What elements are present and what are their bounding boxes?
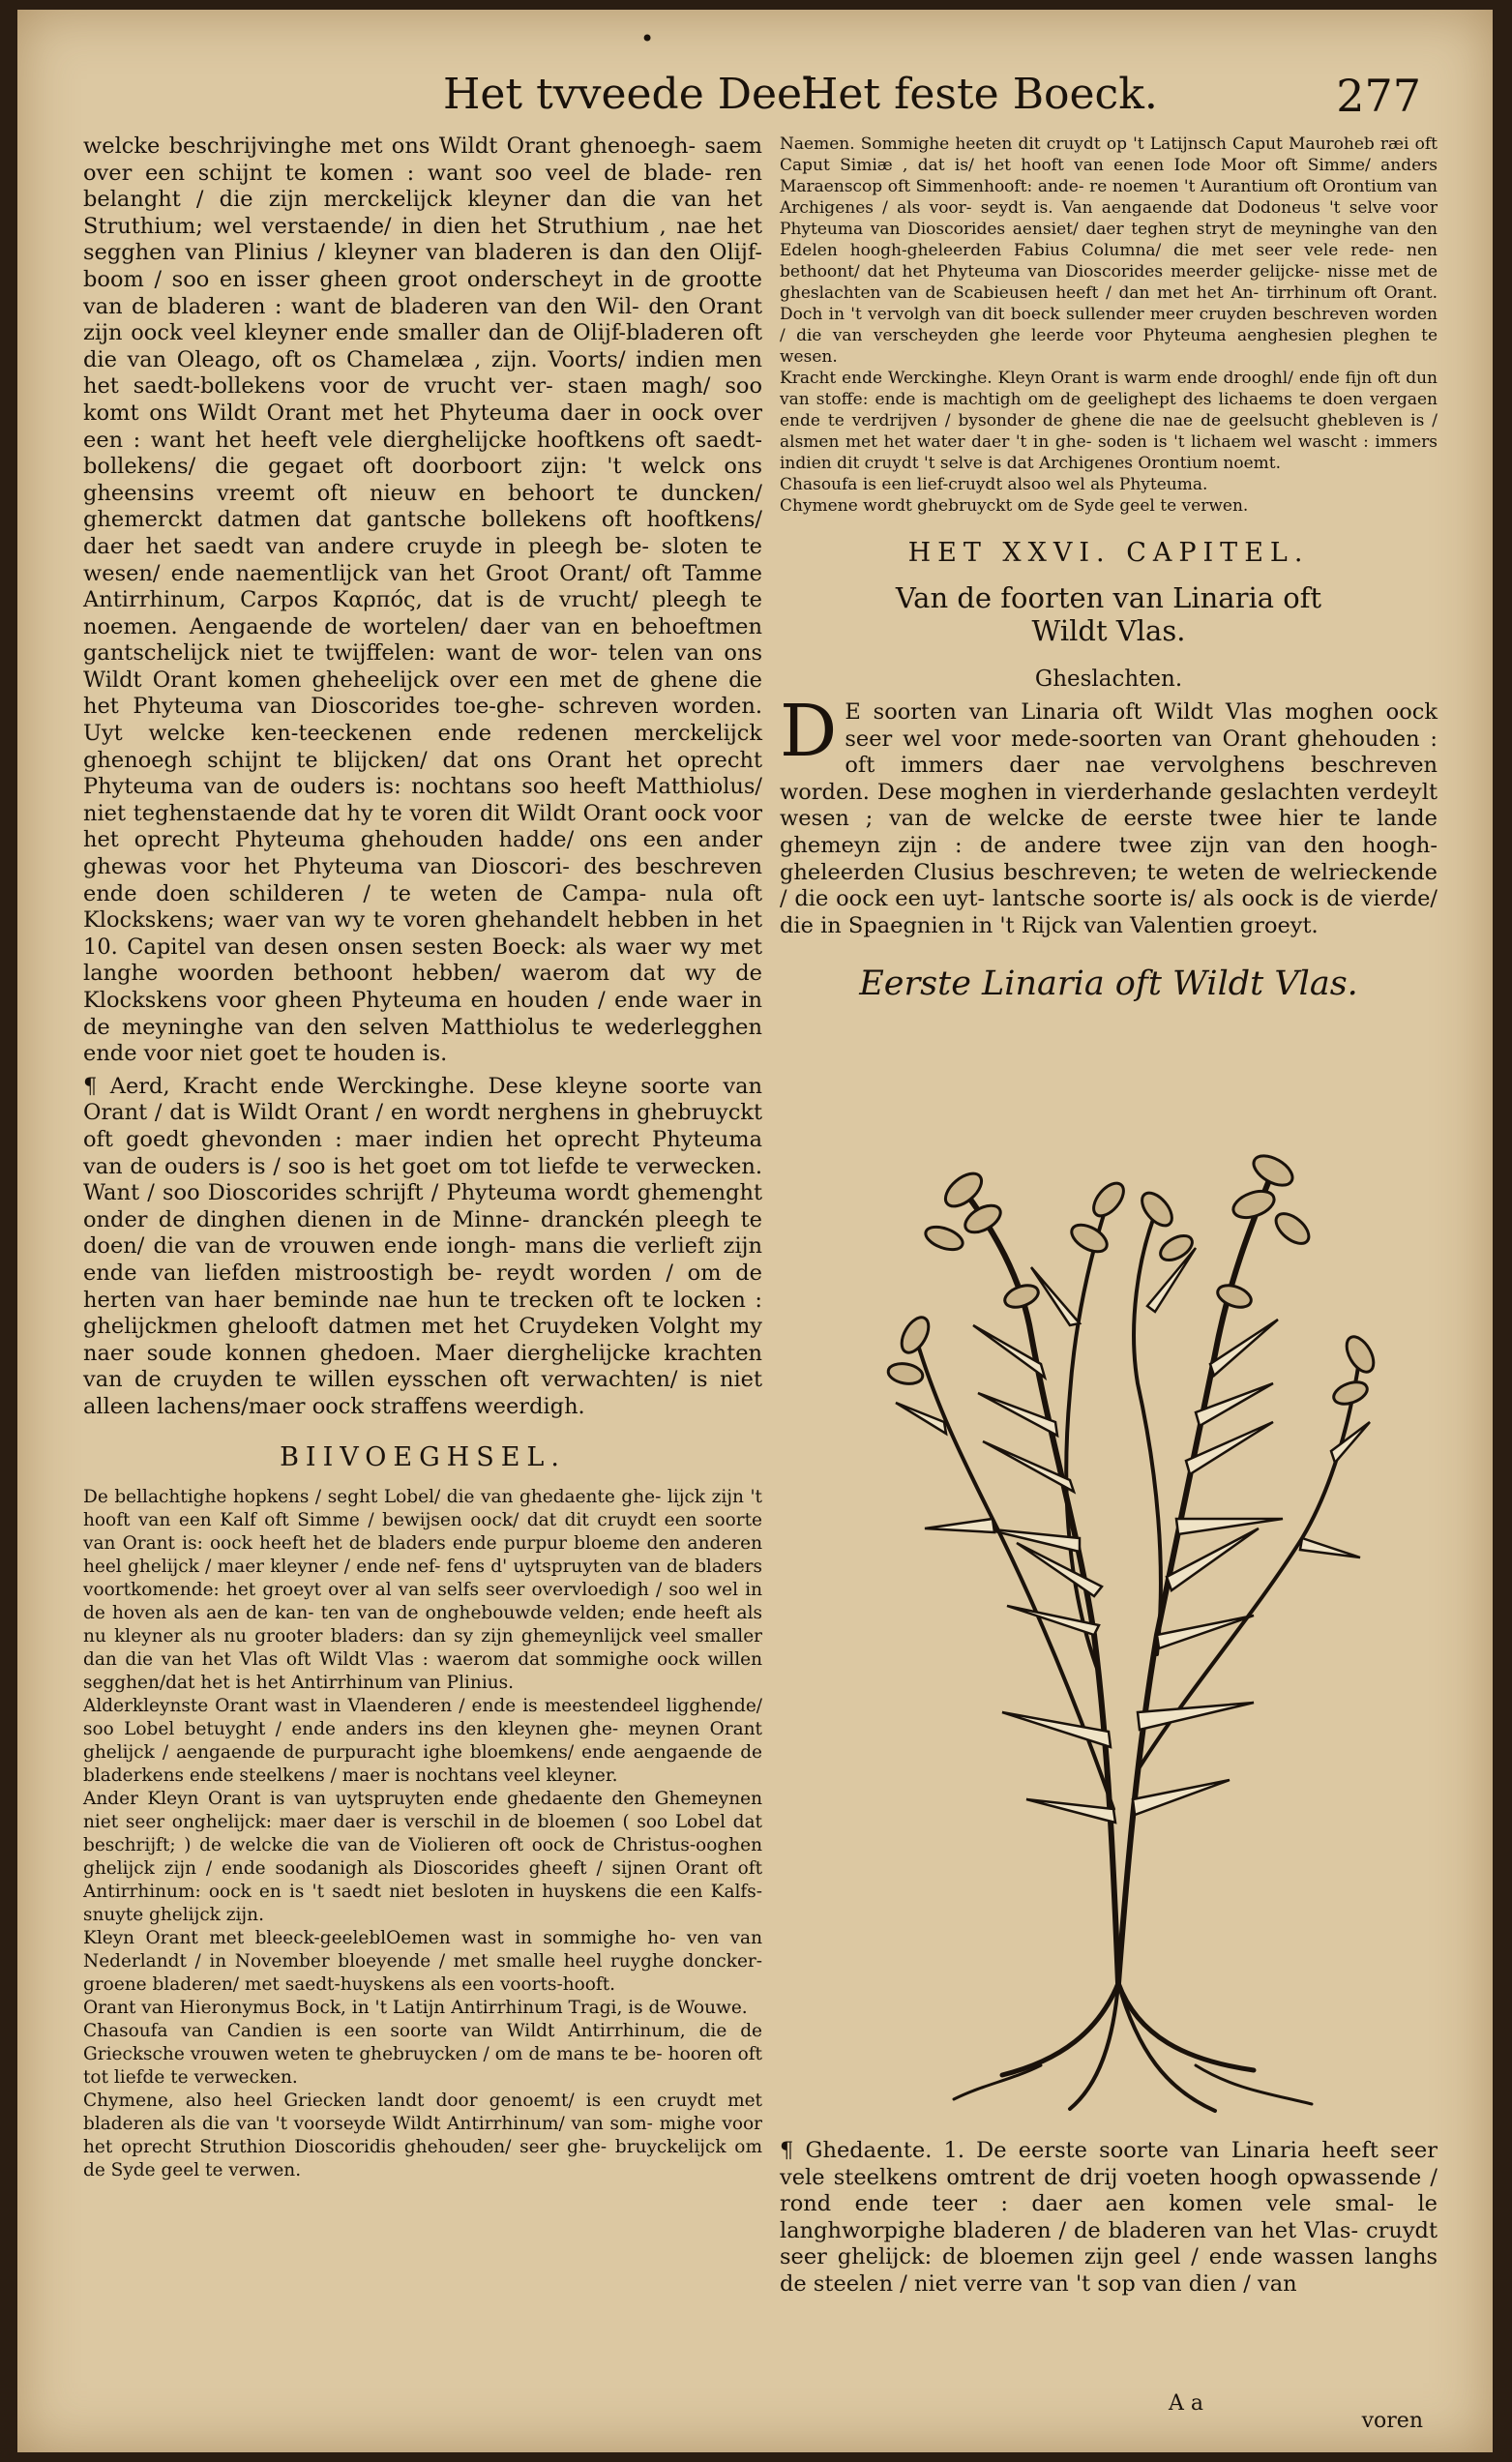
section-heading: BIIVOEGHSEL. xyxy=(280,1441,566,1472)
addendum-paragraph: De bellachtighe hopkens / seght Lobel/ die van ghedaente ghe- lijck zijn 't hooft van een Kalf oft Simme / bewijsen oock/ dat dit cruydt een soorte van Orant is: oock heeft het de bladers ende purpur bloeme den anderen heel ghelijck / maer kleyner / ende nef- fens d' uytspruyten van de bladers voortkomende: het groeyt over al van selfs seer overvloedigh / soo wel in de hoven als aen de kan- ten van de onghebouwde velden; ende heeft als nu kleyner als nu grooter bladers: dan sy zijn ghemeynlijck veel smaller dan die van het Vlas oft Wildt Vlas : waerom dat sommighe oock willen segghen/dat het is het Antirrhinum van Plinius. xyxy=(83,1486,762,1693)
page-number: 277 xyxy=(1336,70,1421,122)
chapter-title-line: Wildt Vlas. xyxy=(1031,614,1186,647)
chapter-title-line: Van de foorten van Linaria oft xyxy=(895,581,1322,614)
ghedaente-paragraph: ¶ Ghedaente. 1. De eerste soorte van Linaria heeft seer vele steelkens omtrent de drij voeten hoogh opwassende / rond ende teer : daer aen komen vele smal- le langhworpighe bladeren / de bladeren van het Vlas- cruydt seer ghelijck: de bloemen zijn geel / ende wassen langhs de steelen / niet verre van 't sop van dien / van xyxy=(780,2138,1438,2297)
chapter-heading: HET XXVI. CAPITEL. xyxy=(907,538,1310,568)
text-paragraph: Chymene wordt ghebruyckt om de Syde geel te verwen. xyxy=(780,496,1249,516)
addendum-paragraph: Orant van Hieronymus Bock, in 't Latijn Antirrhinum Tragi, is de Wouwe. xyxy=(83,1997,748,2018)
gheslachten-text: E soorten van Linaria oft Wildt Vlas moghen oock seer wel voor mede-soorten van Orant ghehouden : oft immers daer nae vervolghens beschreven worden. Dese moghen in vierderhande geslachten verdeylt wesen ; van de welcke de eerste twee hier te lande ghemeyn zijn : de andere twee zijn van den hoogh-gheleerden Clusius beschreven; te weten de welrieckende / die oock een uyt- lantsche soorte is/ als oock is de vierde/ die in Spaegnien in 't Rijck van Valentien groeyt. xyxy=(780,699,1438,938)
addendum-paragraph: Ander Kleyn Orant is van uytspruyten ende ghedaente den Ghemeynen niet seer onghelijck: maer daer is verschil in de bloemen ( soo Lobel dat beschrijft; ) de welcke die van de Violieren oft oock de Christus-ooghen ghelijck zijn / ende soodanigh als Dioscorides gheeft / sijnen Orant oft Antirrhinum: oock en is 't saedt niet besloten in huyskens die een Kalfs-snuyte ghelijck zijn. xyxy=(83,1788,762,1925)
text-paragraph: ¶ Aerd, Kracht ende Werckinghe. Dese kleyne soorte van Orant / dat is Wildt Orant / en wordt nerghens in ghebruyckt oft goedt ghevonden : maer indien het oprecht Phyteuma van de ouders is / soo is het goet om tot liefde te verwecken. Want / soo Dioscorides schrijft / Phyteuma wordt ghemenght onder de dinghen dienen in de Minne- dranckén pleegh te doen/ die van de vrouwen ende iongh- mans die verlieft zijn ende van liefden mistroostigh be- reydt worden / om de herten van haer beminde nae hun te trecken oft te locken : ghelijckmen ghelooft datmen met het Cruydeken Volght my naer soude konnen ghedoen. Maer dierghelijcke krachten van de cruyden te willen eysschen oft verwachten/ is niet alleen lachens/maer oock straffens weerdigh. xyxy=(83,1073,762,1419)
text-paragraph: Naemen. Sommighe heeten dit cruydt op 't Latijnsch Caput Mauroheb ræi oft Caput Simiæ , dat is/ het hooft van eenen Iode Moor oft Simme/ anders Maraenscop oft Simmenhooft: ande- re noemen 't Aurantium oft Orontium van Archigenes / als voor- seydt is. Van aengaende dat Dodoneus 't selve voor Phyteuma van Dioscorides aensiet/ daer teghen stryt de meyninghe van den Edelen hoogh-gheleerden Fabius Columna/ die met seer vele rede- nen bethoont/ dat het Phyteuma van Dioscorides meerder gelijcke- nisse met de gheslachten van de Scabieusen heeft / dan met het An- tirrhinum oft Orant. Doch in 't vervolgh van dit boeck sullender meer cruyden beschreven worden / die van verscheyden ghe leerde voor Phyteuma aenghesien pleghen te wesen. xyxy=(780,134,1438,367)
book-page xyxy=(17,10,1493,2452)
catchword: voren xyxy=(1361,2409,1423,2433)
linaria-woodcut-illustration xyxy=(847,1132,1389,2119)
left-column xyxy=(83,133,762,2182)
running-head-part: Het tvveede Deel. xyxy=(443,70,830,119)
text-paragraph: Kracht ende Werckinghe. Kleyn Orant is warm ende drooghl/ ende fijn oft dun van stoffe: ende is machtigh om de geelighept des lichaems te doen vergaen ende te verdrijven / bysonder de ghene die nae de geelsucht ghebleven is / alsmen met het water daer 't in ghe- soden is 't lichaem wel wascht : immers indien dit cruydt 't selve is dat Archigenes Orontium noemt. xyxy=(780,369,1438,473)
running-head-book: Het feste Boeck. xyxy=(801,70,1158,119)
signature-mark: A a xyxy=(1169,2391,1203,2416)
printer-mark: • xyxy=(640,25,655,52)
addendum-paragraph: Kleyn Orant met bleeck-geeleblOemen wast in sommighe ho- ven van Nederlandt / in November bloeyende / met smalle heel ruyghe doncker-groene bladeren/ met saedt-huyskens als een voorts-hooft. xyxy=(83,1927,762,1995)
text-paragraph: Chasoufa is een lief-cruydt alsoo wel als Phyteuma. xyxy=(780,475,1208,494)
text-paragraph: welcke beschrijvinghe met ons Wildt Orant ghenoegh- saem over een schijnt te komen : want soo veel de blade- ren belanght / die zijn merckelijck kleyner dan die van het Struthium; wel verstaende/ in dien het Struthium , nae het segghen van Plinius / kleyner van bladeren is dan den Olijf-boom / soo en isser gheen groot onderscheyt in de grootte van de bladeren : want de bladeren van den Wil- den Orant zijn oock veel kleyner ende smaller dan de Olijf-bladeren oft die van Oleago, oft os Chamelæa , zijn. Voorts/ indien men het saedt-bollekens voor de vrucht ver- staen magh/ soo komt ons Wildt Orant met het Phyteuma daer in oock over een : want het heeft vele dierghelijcke hooftkens oft saedt-bollekens/ die gegaet oft doorboort zijn: 't welck ons gheensins vreemt oft nieuw en behoort te duncken/ ghemerckt datmen dat gantsche bollekens oft hooftkens/ daer het saedt van andere cruyde in pleegh be- sloten te wesen/ ende naementlijck van het Groot Orant/ oft Tamme Antirrhinum, Carpos Καρπός, dat is de vrucht/ pleegh te noemen. Aengaende de wortelen/ daer van en behoeftmen gantschelijck niet te twijffelen: want de wor- telen van ons Wildt Orant komen gheheelijck over een met de ghene die het Phyteuma van Dioscorides toe-ghe- schreven worden. Uyt welcke ken-teeckenen ende redenen merckelijck ghenoegh schijnt te blijcken/ dat ons Orant het oprecht Phyteuma van de ouders is: nochtans soo heeft Matthiolus/ niet teghenstaende dat hy te voren dit Wildt Orant oock voor het oprecht Phyteuma ghehouden hadde/ ons een ander ghewas voor het Phyteuma van Dioscori- des beschreven ende doen schilderen / te weten de Campa- nula oft Klockskens; waer van wy te voren ghehandelt hebben in het 10. Capitel van desen onsen sesten Boeck: als waer wy met langhe woorden bethoont hebben/ waerom dat wy de Klockskens voor gheen Phyteuma en houden / ende waer in de meyninghe van den selven Matthiolus te wederlegghen ende voor niet goet te houden is. xyxy=(83,133,762,1067)
figure-caption: Eerste Linaria oft Wildt Vlas. xyxy=(859,964,1358,1004)
sub-heading: Gheslachten. xyxy=(1034,667,1183,692)
addendum-paragraph: Alderkleynste Orant wast in Vlaenderen / ende is meestendeel ligghende/ soo Lobel betuyght / ende anders ins den kleynen ghe- meynen Orant ghelijck / aengaende de purpuracht ighe bloemkens/ ende aengaende de bladerkens ende steelkens / maer is nochtans veel kleyner. xyxy=(83,1695,762,1786)
right-column xyxy=(780,133,1438,1003)
chapter-title xyxy=(780,581,1438,647)
addendum-paragraph: Chymene, also heel Griecken landt door genoemt/ is een cruydt met bladeren als die van 't voorseyde Wildt Antirrhinum/ van som- mighe voor het oprecht Struthion Dioscoridis ghehouden/ seer ghe- bruyckelijck om de Syde geel te verwen. xyxy=(83,2090,762,2180)
drop-cap: D xyxy=(780,690,838,773)
gheslachten-paragraph xyxy=(780,690,1438,939)
addendum-paragraph: Chasoufa van Candien is een soorte van Wildt Antirrhinum, die de Griecksche vrouwen weten te ghebruycken / om de mans te be- hooren oft tot liefde te verwecken. xyxy=(83,2020,762,2088)
